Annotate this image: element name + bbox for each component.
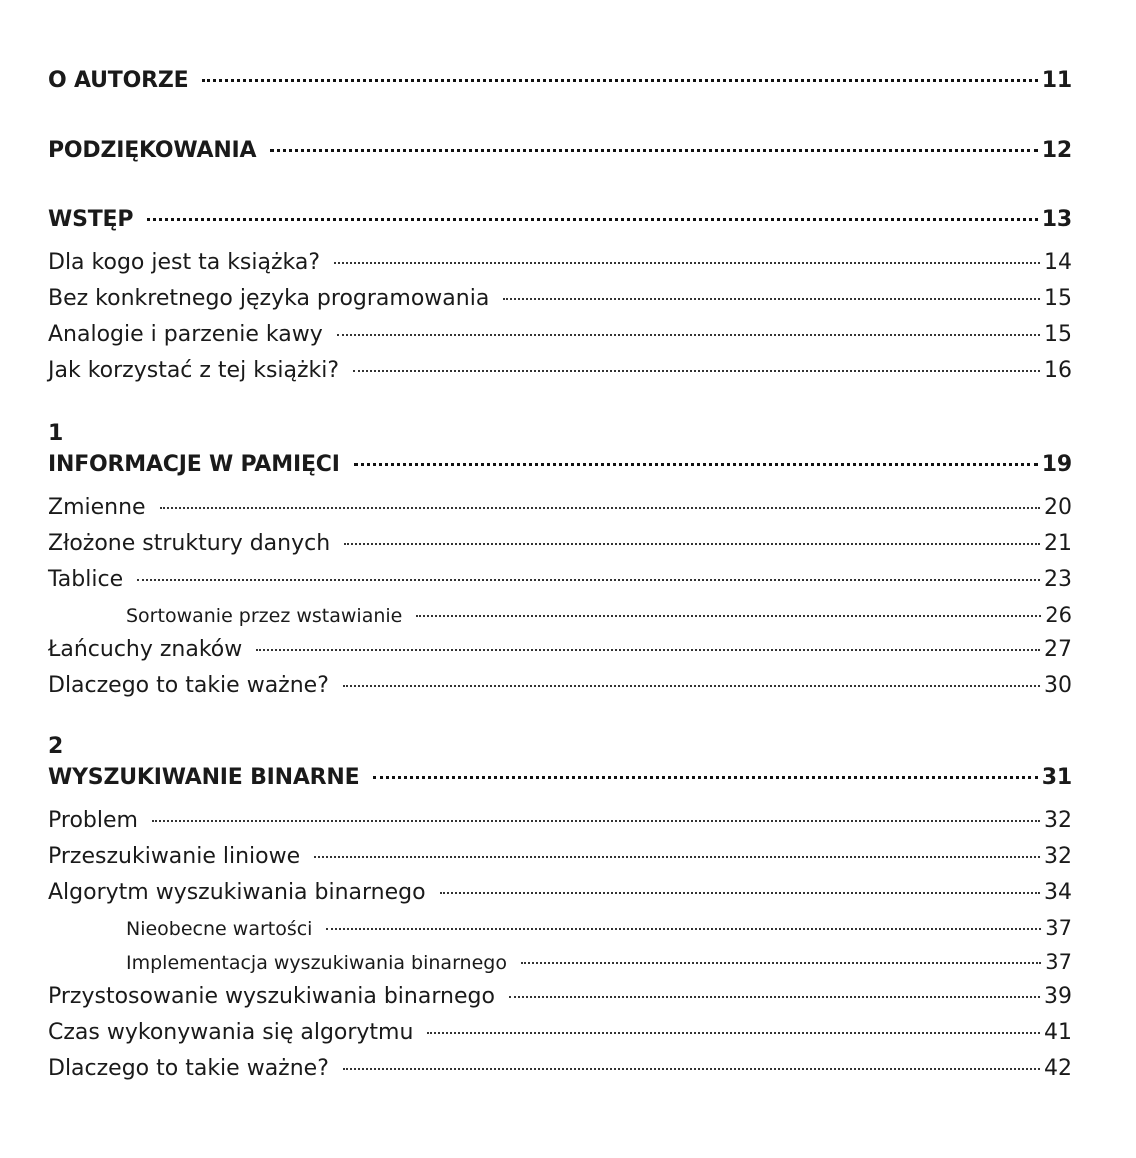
toc-heading-title: O AUTORZE	[48, 68, 189, 93]
toc-page-number: 15	[1044, 286, 1072, 311]
toc-entry-title: Bez konkretnego języka programowania	[48, 286, 490, 311]
toc-subentry[interactable]	[48, 598, 1072, 632]
chapter-number: 2	[48, 734, 64, 759]
toc-page-number: 16	[1044, 358, 1072, 383]
toc-entry[interactable]	[48, 490, 1072, 526]
toc-entry[interactable]	[48, 1015, 1072, 1051]
toc-heading-chapter-2[interactable]	[48, 765, 1072, 790]
toc-section-chapter-1	[48, 490, 1072, 704]
toc-heading-title: WYSZUKIWANIE BINARNE	[48, 765, 360, 790]
toc-entry-title: Dlaczego to takie ważne?	[48, 673, 329, 698]
dot-leader	[314, 856, 1040, 858]
dot-leader	[344, 543, 1040, 545]
toc-page-number: 11	[1041, 68, 1072, 93]
toc-subentry-title: Implementacja wyszukiwania binarnego	[126, 952, 507, 974]
toc-entry[interactable]	[48, 562, 1072, 598]
toc-entry-title: Dlaczego to takie ważne?	[48, 1056, 329, 1081]
toc-entry[interactable]	[48, 245, 1072, 281]
dot-leader	[137, 579, 1040, 581]
toc-entry-title: Problem	[48, 808, 138, 833]
dot-leader	[152, 820, 1040, 822]
dot-leader	[353, 370, 1040, 372]
toc-page-number: 32	[1044, 844, 1072, 869]
dot-leader	[160, 507, 1040, 509]
toc-page-number: 12	[1041, 138, 1072, 163]
dot-leader	[509, 996, 1040, 998]
toc-page-number: 39	[1044, 984, 1072, 1009]
dot-leader	[373, 776, 1037, 779]
toc-heading-title: INFORMACJE W PAMIĘCI	[48, 452, 340, 477]
toc-page-number: 19	[1041, 452, 1072, 477]
toc-page-number: 20	[1044, 495, 1072, 520]
toc-page-number: 32	[1044, 808, 1072, 833]
toc-subentry-title: Nieobecne wartości	[126, 918, 313, 940]
toc-page-number: 34	[1044, 880, 1072, 905]
toc-entry[interactable]	[48, 281, 1072, 317]
toc-heading-title: PODZIĘKOWANIA	[48, 138, 257, 163]
toc-entry[interactable]	[48, 1051, 1072, 1087]
toc-entry-title: Dla kogo jest ta książka?	[48, 250, 321, 275]
toc-entry[interactable]	[48, 803, 1072, 839]
chapter-number: 1	[48, 421, 64, 446]
toc-entry[interactable]	[48, 632, 1072, 668]
toc-page-number: 14	[1044, 250, 1072, 275]
toc-entry[interactable]	[48, 353, 1072, 389]
toc-entry-title: Algorytm wyszukiwania binarnego	[48, 880, 426, 905]
toc-page-number: 37	[1045, 950, 1072, 974]
toc-heading-podziekowania[interactable]	[48, 138, 1072, 163]
toc-subentry[interactable]	[48, 911, 1072, 945]
toc-page-number: 26	[1045, 603, 1072, 627]
toc-page-number: 42	[1044, 1056, 1072, 1081]
toc-entry[interactable]	[48, 317, 1072, 353]
dot-leader	[354, 463, 1038, 466]
dot-leader	[343, 685, 1040, 687]
toc-entry[interactable]	[48, 668, 1072, 704]
dot-leader	[521, 962, 1041, 964]
toc-entry[interactable]	[48, 526, 1072, 562]
toc-page-number: 41	[1044, 1020, 1072, 1045]
dot-leader	[202, 79, 1037, 82]
toc-page-number: 13	[1041, 207, 1072, 232]
dot-leader	[256, 649, 1040, 651]
dot-leader	[416, 615, 1041, 617]
dot-leader	[440, 892, 1040, 894]
toc-entry-title: Łańcuchy znaków	[48, 637, 243, 662]
toc-entry-title: Jak korzystać z tej książki?	[48, 358, 340, 383]
toc-page-number: 15	[1044, 322, 1072, 347]
dot-leader	[334, 262, 1040, 264]
toc-section-chapter-2	[48, 803, 1072, 1087]
toc-heading-o-autorze[interactable]	[48, 68, 1072, 93]
toc-subentry[interactable]	[48, 945, 1072, 979]
toc-page-number: 27	[1044, 637, 1072, 662]
toc-page-number: 37	[1045, 916, 1072, 940]
toc-entry-title: Analogie i parzenie kawy	[48, 322, 323, 347]
toc-entry[interactable]	[48, 979, 1072, 1015]
toc-section-wstep	[48, 245, 1072, 389]
toc-entry-title: Przystosowanie wyszukiwania binarnego	[48, 984, 495, 1009]
dot-leader	[326, 928, 1041, 930]
toc-entry-title: Czas wykonywania się algorytmu	[48, 1020, 414, 1045]
toc-heading-chapter-1[interactable]	[48, 452, 1072, 477]
dot-leader	[270, 149, 1037, 152]
toc-subentry-title: Sortowanie przez wstawianie	[126, 605, 403, 627]
toc-page-number: 31	[1041, 765, 1072, 790]
toc-heading-wstep[interactable]	[48, 207, 1072, 232]
toc-entry-title: Zmienne	[48, 495, 146, 520]
toc-heading-title: WSTĘP	[48, 207, 134, 232]
dot-leader	[503, 298, 1040, 300]
toc-page-number: 30	[1044, 673, 1072, 698]
toc-page-number: 21	[1044, 531, 1072, 556]
toc-entry-title: Złożone struktury danych	[48, 531, 331, 556]
toc-entry[interactable]	[48, 875, 1072, 911]
dot-leader	[343, 1068, 1040, 1070]
dot-leader	[147, 218, 1038, 221]
dot-leader	[427, 1032, 1040, 1034]
toc-entry[interactable]	[48, 839, 1072, 875]
toc-page-number: 23	[1044, 567, 1072, 592]
toc-entry-title: Przeszukiwanie liniowe	[48, 844, 301, 869]
dot-leader	[337, 334, 1040, 336]
toc-entry-title: Tablice	[48, 567, 124, 592]
